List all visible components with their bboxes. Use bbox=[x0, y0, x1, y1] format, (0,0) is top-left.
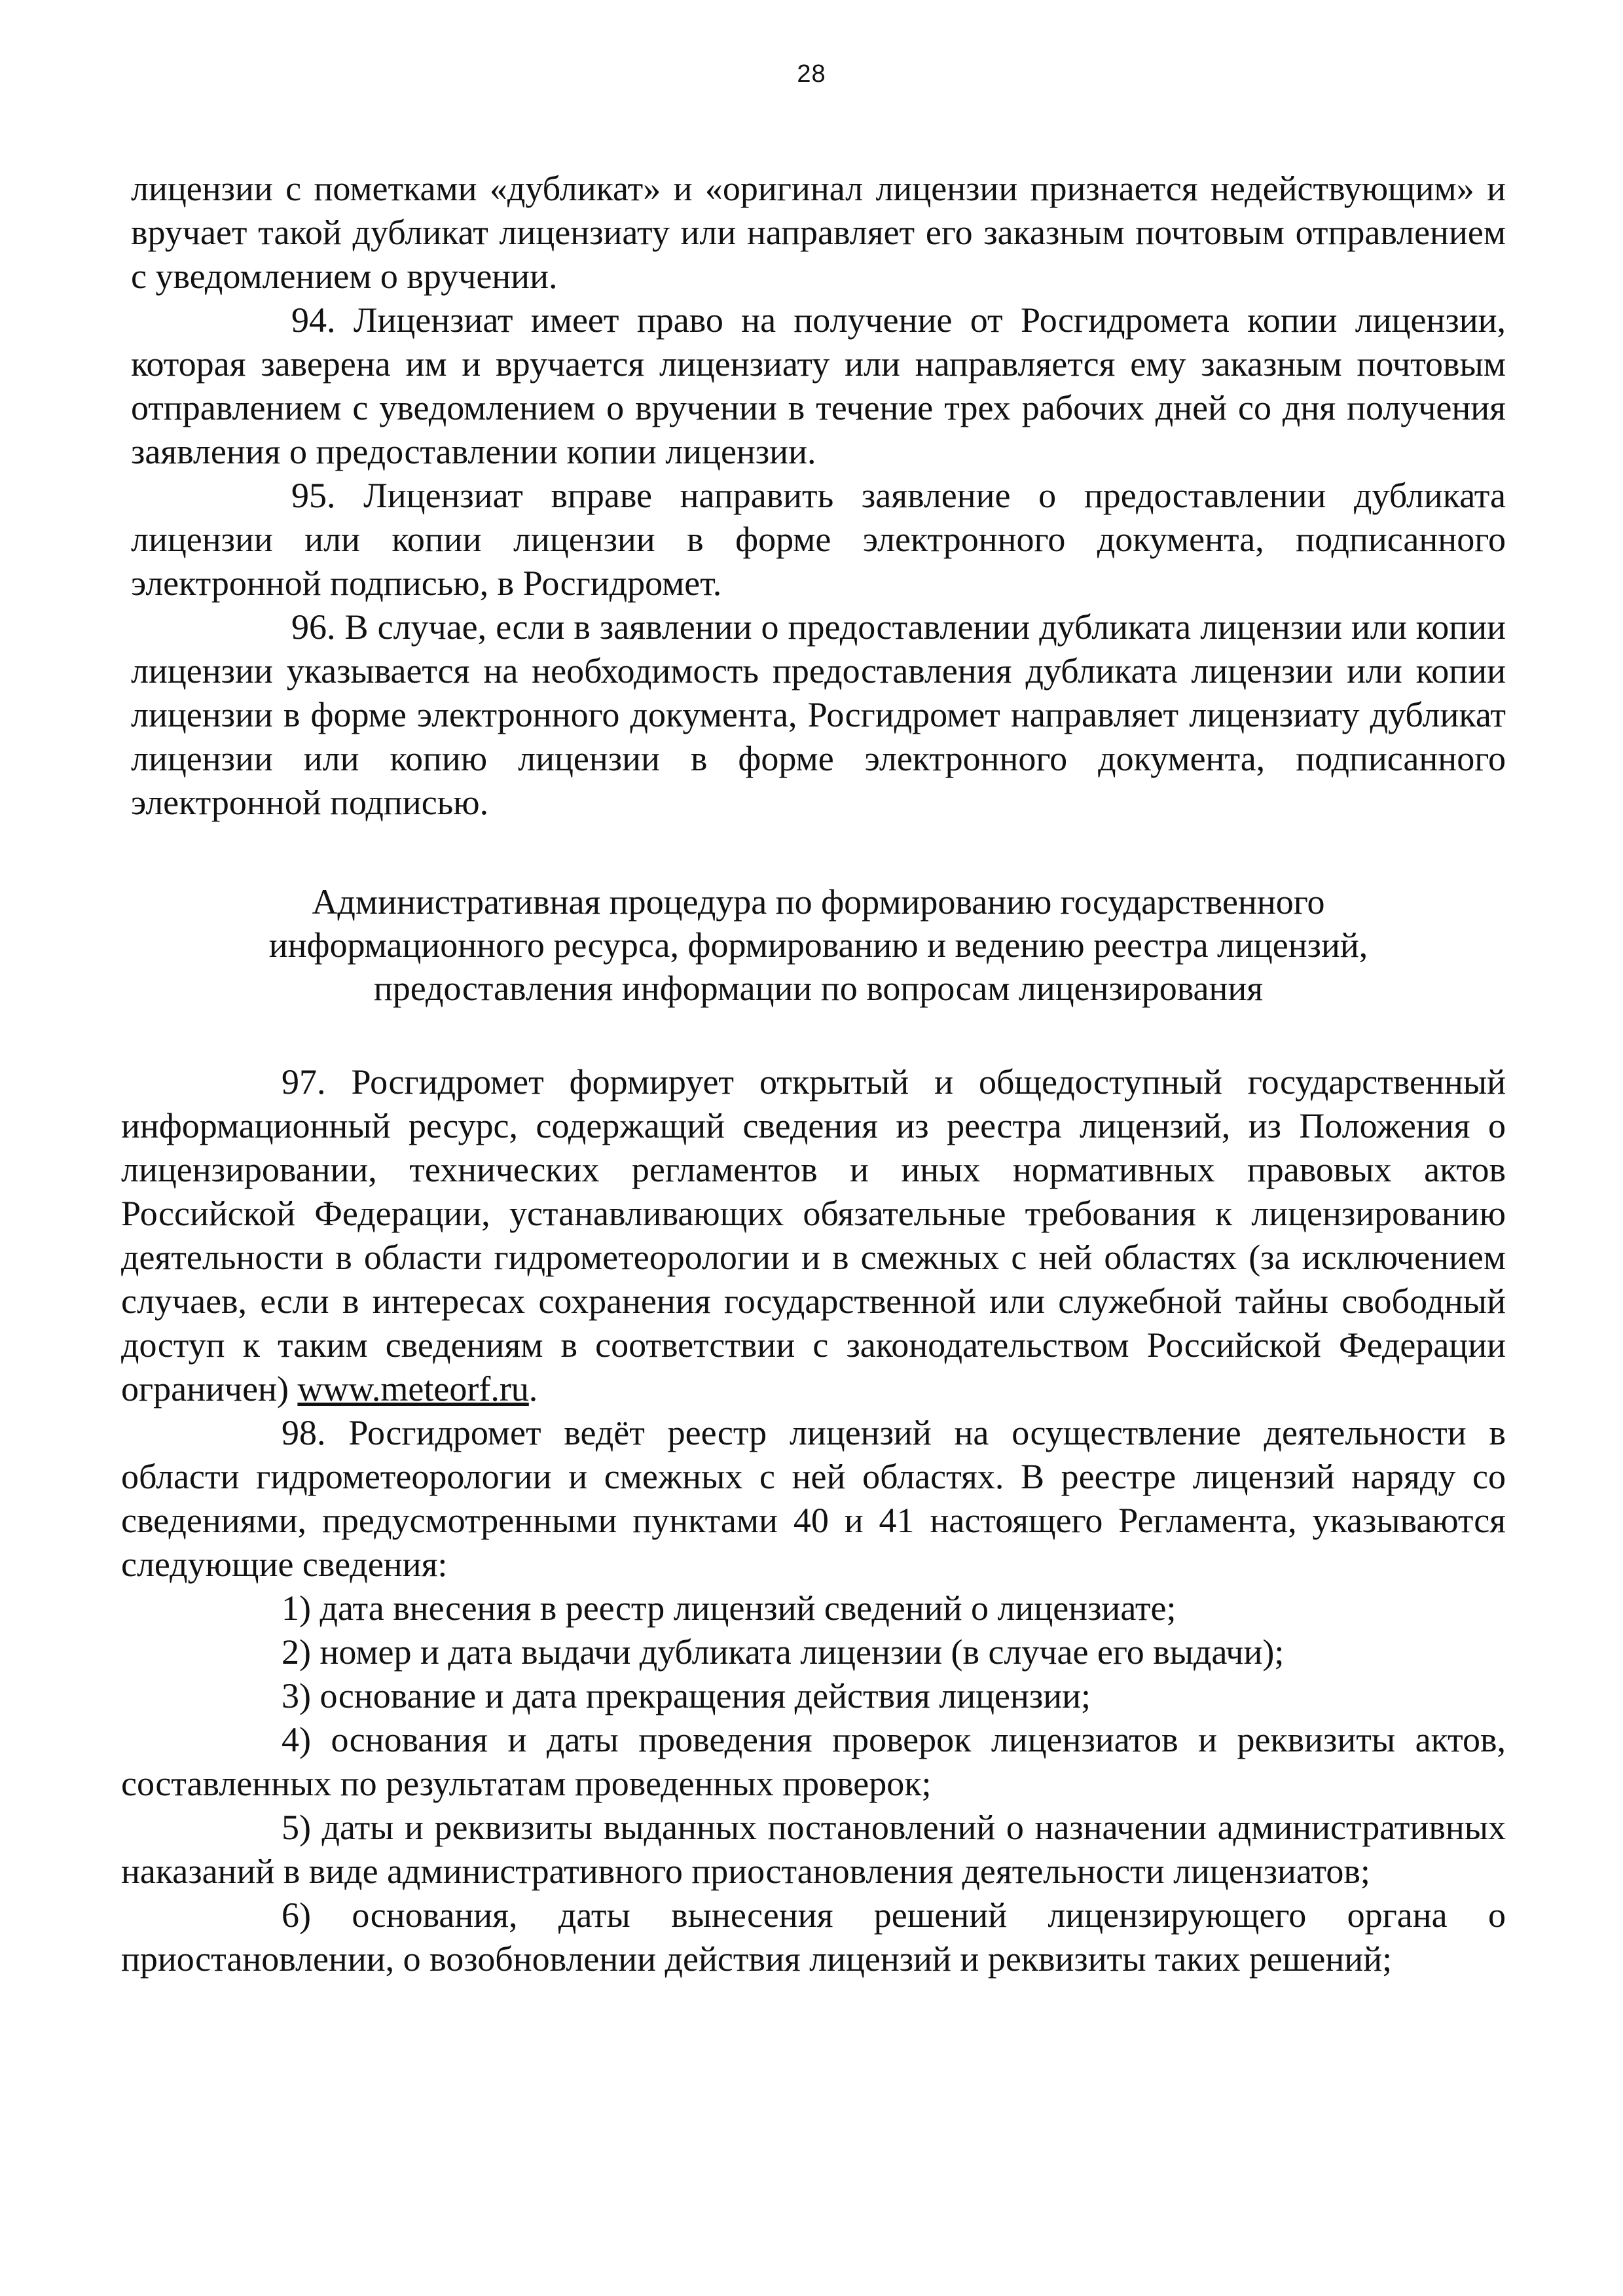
list-item: 1) дата внесения в реестр лицензий сведений о лицензиате; bbox=[282, 1588, 1176, 1628]
section-heading bbox=[131, 880, 1506, 1010]
list-item: 5) даты и реквизиты выданных постановлений о назначении административных наказаний в виде административного приостановления деятельности лицензиатов; bbox=[121, 1808, 1506, 1891]
section-heading-line: информационного ресурса, формированию и ведению реестра лицензий, bbox=[268, 925, 1368, 965]
paragraph-95: 95. Лицензиат вправе направить заявление о предоставлении дубликата лицензии или копии лицензии в форме электронного документа, подписанного электронной подписью, в Росгидромет. bbox=[131, 476, 1506, 603]
section-heading-line: Административная процедура по формированию государственного bbox=[312, 882, 1325, 922]
list-item: 4) основания и даты проведения проверок лицензиатов и реквизиты актов, составленных по результатам проведенных проверок; bbox=[121, 1720, 1506, 1803]
paragraph-98: 98. Росгидромет ведёт реестр лицензий на осуществление деятельности в области гидрометеорологии и смежных с ней областях. В реестре лицензий наряду со сведениями, предусмотренными пунктами 40 и 41 настоящего Регламента, указываются следующие сведения: bbox=[121, 1413, 1506, 1584]
text-block-top bbox=[131, 167, 1506, 825]
page-number: 28 bbox=[797, 60, 826, 88]
paragraph-continuation: лицензии с пометками «дубликат» и «оригинал лицензии признается недействующим» и вручает такой дубликат лицензиату или направляет его заказным почтовым отправлением с уведомлением о вручении. bbox=[131, 169, 1506, 296]
section-heading-line: предоставления информации по вопросам лицензирования bbox=[373, 969, 1264, 1008]
paragraph-96: 96. В случае, если в заявлении о предоставлении дубликата лицензии или копии лицензии указывается на необходимость предоставления дубликата лицензии или копии лицензии в форме электронного документа, Росгидромет направляет лицензиату дубликат лицензии или копию лицензии в форме электронного документа, подписанного электронной подписью. bbox=[131, 607, 1506, 822]
list-item: 2) номер и дата выдачи дубликата лицензии (в случае его выдачи); bbox=[282, 1632, 1285, 1672]
paragraph-97-text: 97. Росгидромет формирует открытый и общедоступный государственный информационный ресурс, содержащий сведения из реестра лицензий, из Положения о лицензировании, технических регламентов и иных нормативных правовых актов Российской Федерации, устанавливающих обязательные требования к лицензированию деятельности в области гидрометеорологии и в смежных с ней областях (за исключением случаев, если в интересах сохранения государственной или служебной тайны свободный доступ к таким сведениям в соответствии с законодательством Российской Федерации ограничен) bbox=[121, 1062, 1506, 1408]
list-item: 6) основания, даты вынесения решений лицензирующего органа о приостановлении, о возобновлении действия лицензий и реквизиты таких решений; bbox=[121, 1895, 1506, 1979]
text-block-bottom bbox=[121, 1060, 1506, 1981]
list-item: 3) основание и дата прекращения действия лицензии; bbox=[282, 1676, 1091, 1715]
paragraph-94: 94. Лицензиат имеет право на получение от Росгидромета копии лицензии, которая заверена им и вручается лицензиату или направляется ему заказным почтовым отправлением с уведомлением о вручении в течение трех рабочих дней со дня получения заявления о предоставлении копии лицензии. bbox=[131, 300, 1506, 471]
meteorf-link[interactable]: www.meteorf.ru bbox=[297, 1369, 529, 1408]
paragraph-97-suffix: . bbox=[528, 1369, 538, 1408]
paragraph-97 bbox=[121, 1060, 1506, 1411]
